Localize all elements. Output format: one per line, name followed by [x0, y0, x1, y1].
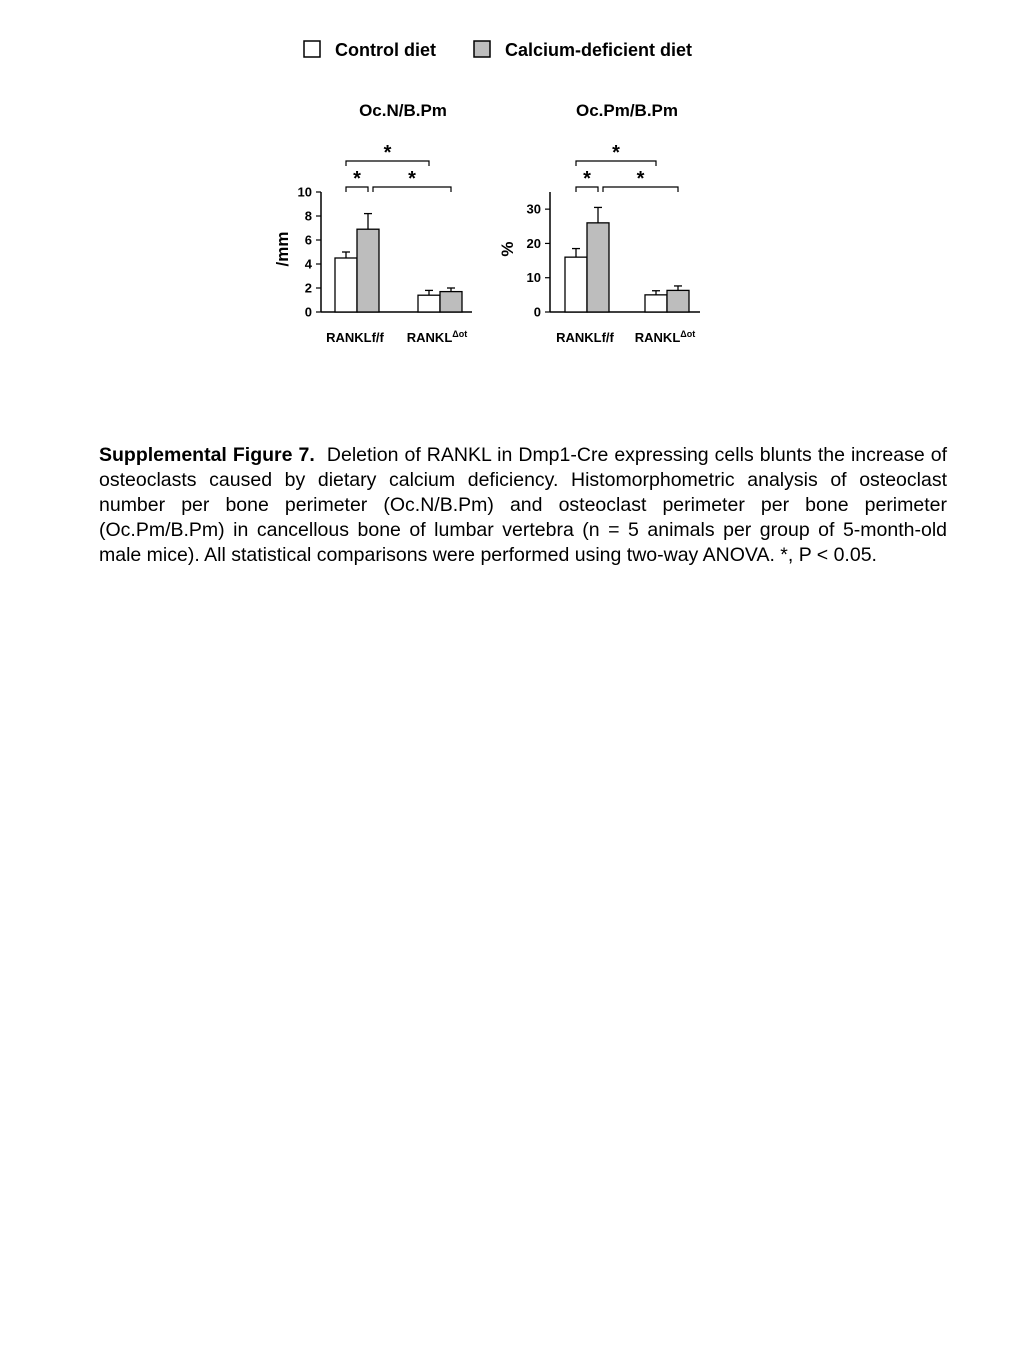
legend-label-calcium: Calcium-deficient diet — [505, 40, 693, 60]
bar — [335, 258, 357, 312]
significance-star: * — [408, 168, 416, 190]
legend-swatch-control — [304, 41, 320, 57]
bar — [565, 257, 587, 312]
x-tick-label-superscript: Δot — [452, 329, 468, 339]
chart-title: Oc.N/B.Pm — [359, 101, 447, 120]
caption-label: Supplemental Figure 7. — [99, 444, 315, 466]
x-tick-label — [556, 330, 614, 345]
chart-oc-n-b-pm — [273, 101, 472, 345]
significance-star: * — [636, 168, 645, 190]
y-tick-label: 6 — [304, 232, 312, 248]
caption-text: Deletion of RANKL in Dmp1-Cre expressing cells blunts the increase of osteoclasts caused by dietary calcium deficiency. Histomorphometric analysis of osteoclast number per bone perimeter (Oc.N/B.Pm) and osteoclast perimeter per bone perimeter (Oc.Pm/B.Pm) in cancellous bone of lumbar vertebra (n = 5 animals per group of 5-month-old male mice). All statistical comparisons were performed using two-way ANOVA. *, P < 0.05. — [99, 444, 947, 566]
legend-swatch-calcium — [474, 41, 490, 57]
y-axis-label: % — [498, 241, 517, 257]
legend — [304, 40, 692, 60]
significance-star: * — [383, 142, 392, 164]
bar — [587, 223, 609, 312]
significance-star: * — [612, 142, 620, 164]
y-tick-label: 30 — [526, 201, 541, 217]
bar — [357, 229, 379, 312]
bar — [645, 295, 667, 312]
chart-title: Oc.Pm/B.Pm — [575, 101, 679, 120]
y-tick-label: 0 — [304, 304, 312, 320]
bar — [440, 292, 462, 312]
x-tick-label-text: RANKLf/f — [556, 330, 614, 345]
x-tick-label — [326, 330, 384, 345]
y-tick-label: 8 — [304, 208, 312, 224]
x-tick-label-superscript: Δot — [680, 329, 696, 339]
y-tick-label: 10 — [297, 184, 312, 200]
x-tick-label-text: RANKL — [634, 330, 681, 345]
figure-caption — [99, 443, 947, 568]
y-axis-label: /mm — [273, 231, 292, 267]
x-tick-label — [635, 329, 695, 345]
y-tick-label: 10 — [526, 270, 541, 286]
significance-star: * — [353, 168, 361, 190]
y-tick-label: 20 — [526, 235, 541, 251]
legend-label-control: Control diet — [335, 40, 436, 60]
x-tick-label-text: RANKL — [406, 330, 453, 345]
x-tick-label-text: RANKLf/f — [326, 330, 384, 345]
y-tick-label: 2 — [304, 280, 312, 296]
x-tick-label — [407, 329, 467, 345]
figure-panel — [0, 0, 1024, 380]
y-tick-label: 4 — [304, 256, 312, 272]
chart-oc-pm-b-pm — [498, 101, 700, 345]
bar — [667, 290, 689, 312]
bar — [418, 295, 440, 312]
y-tick-label: 0 — [533, 304, 541, 320]
significance-star: * — [583, 168, 591, 190]
